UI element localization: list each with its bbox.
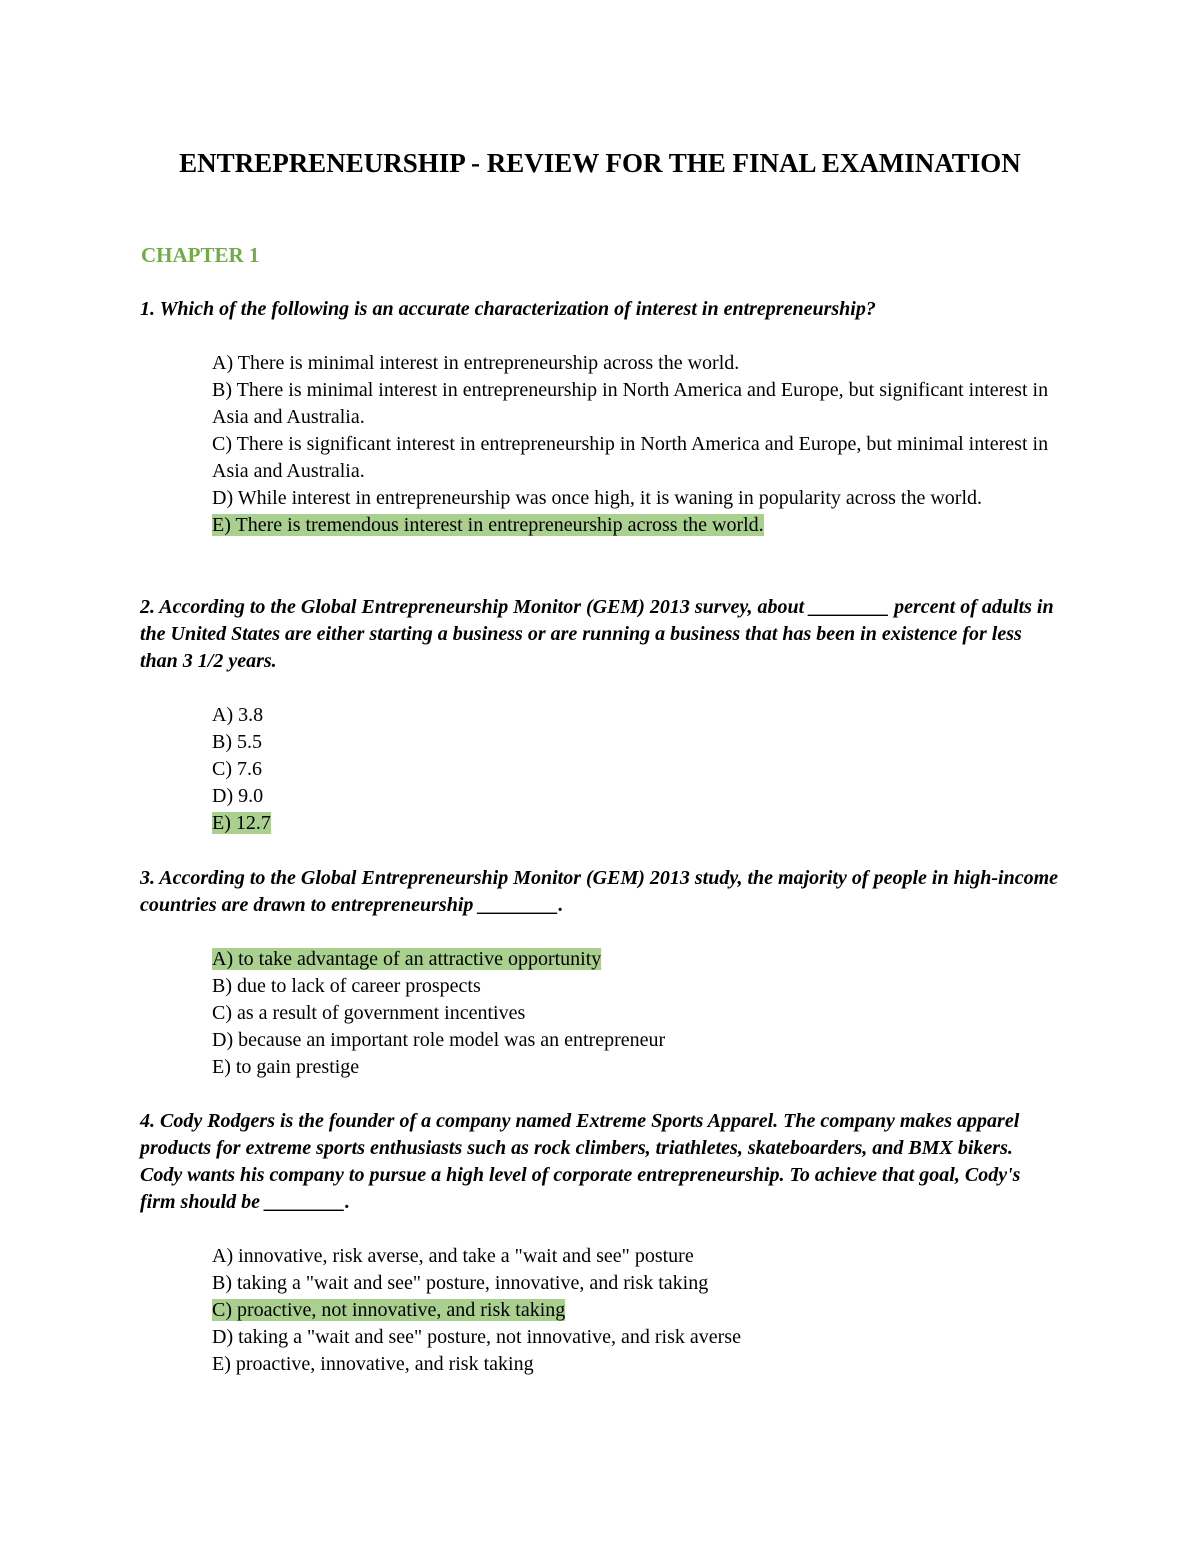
answer-option: A) innovative, risk averse, and take a "wait and see" posture xyxy=(212,1245,694,1267)
chapter-heading: CHAPTER 1 xyxy=(141,243,260,267)
answer-option: C) as a result of government incentives xyxy=(212,1002,526,1024)
question-4-text: 4. Cody Rodgers is the founder of a company named Extreme Sports Apparel. The company makes apparel products for extreme sports enthusiasts such as rock climbers, triathletes, skateboarders, and BMX bikers. Cody wants his company to pursue a high level of corporate entrepreneurship. To achieve that goal, Cody's firm should be ________. xyxy=(140,1110,1021,1213)
question-3-text: 3. According to the Global Entrepreneurship Monitor (GEM) 2013 study, the majority of people in high-income countries are drawn to entrepreneurship ________. xyxy=(140,867,1059,916)
answer-option-correct: E) 12.7 xyxy=(212,812,271,834)
answer-option: A) There is minimal interest in entrepreneurship across the world. xyxy=(212,352,740,374)
answer-option-correct: C) proactive, not innovative, and risk taking xyxy=(212,1299,566,1321)
answer-option: B) taking a "wait and see" posture, innovative, and risk taking xyxy=(212,1272,709,1294)
question-3-answers xyxy=(212,946,1062,1081)
question-1-answers xyxy=(212,350,1062,539)
answer-option: E) to gain prestige xyxy=(212,1056,360,1078)
answer-option: B) due to lack of career prospects xyxy=(212,975,481,997)
answer-option: C) There is significant interest in entrepreneurship in North America and Europe, but minimal interest in Asia and Australia. xyxy=(212,433,1049,482)
answer-option: A) 3.8 xyxy=(212,704,264,726)
answer-option: D) because an important role model was an entrepreneur xyxy=(212,1029,666,1051)
answer-option: D) 9.0 xyxy=(212,785,264,807)
question-2-text: 2. According to the Global Entrepreneurship Monitor (GEM) 2013 survey, about ________ percent of adults in the United States are either starting a business or are running a business that has been in existence for less than 3 1/2 years. xyxy=(140,596,1054,672)
question-1-text: 1. Which of the following is an accurate characterization of interest in entrepreneurship? xyxy=(140,298,876,320)
page-title: ENTREPRENEURSHIP - REVIEW FOR THE FINAL EXAMINATION xyxy=(179,148,1021,178)
question-4-answers xyxy=(212,1243,1062,1378)
answer-option: D) While interest in entrepreneurship was once high, it is waning in popularity across the world. xyxy=(212,487,982,509)
answer-option-correct: E) There is tremendous interest in entrepreneurship across the world. xyxy=(212,514,764,536)
answer-option: C) 7.6 xyxy=(212,758,262,780)
answer-option: E) proactive, innovative, and risk taking xyxy=(212,1353,534,1375)
answer-option: B) 5.5 xyxy=(212,731,262,753)
answer-option: D) taking a "wait and see" posture, not innovative, and risk averse xyxy=(212,1326,741,1348)
question-2-answers xyxy=(212,702,1062,837)
answer-option-correct: A) to take advantage of an attractive opportunity xyxy=(212,948,602,970)
answer-option: B) There is minimal interest in entrepreneurship in North America and Europe, but significant interest in Asia and Australia. xyxy=(212,379,1049,428)
